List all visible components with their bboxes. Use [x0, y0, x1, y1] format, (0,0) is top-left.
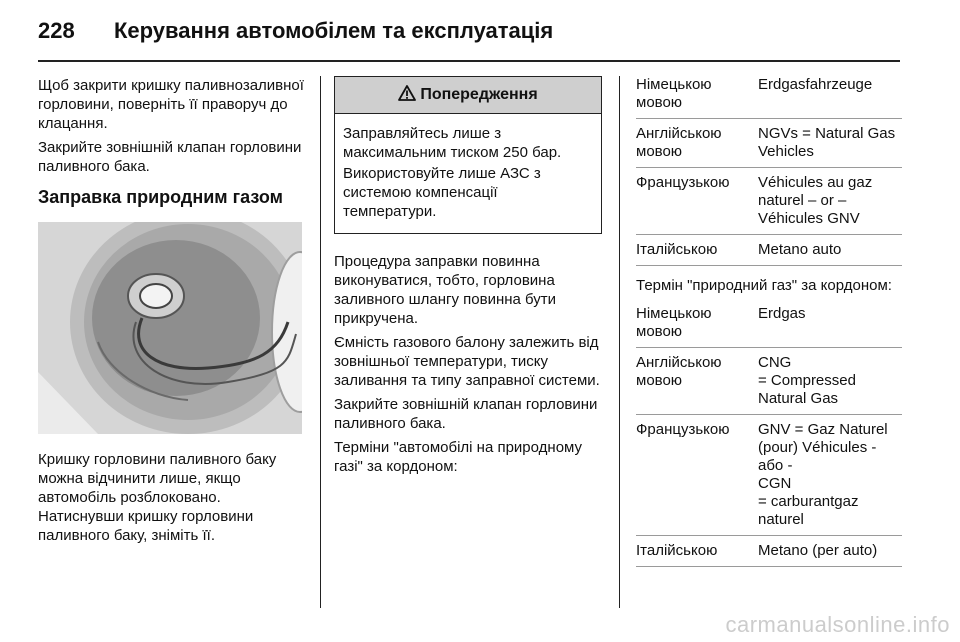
language-cell: Англійською мовою: [636, 354, 722, 389]
watermark: carmanualsonline.info: [725, 612, 950, 637]
term-cell: CNG = Compressed Natural Gas: [758, 354, 856, 407]
fuel-filler-photo: [38, 222, 302, 434]
gas-terms-table: [636, 305, 902, 567]
table-row: [636, 348, 902, 415]
term-cell: Véhicules au gaz naturel – or – Véhicules GNV: [758, 174, 873, 227]
term-cell: Erdgasfahrzeuge: [758, 76, 873, 93]
table-row: [636, 415, 902, 536]
open-cap-instruction: Кришку горловини паливного баку можна відчинити лише, якщо автомобіль розблоковано. Натиснувши кришку горловини паливного баку, зніміть її.: [38, 451, 277, 544]
language-cell: Німецькою мовою: [636, 305, 712, 340]
language-cell: Італійською: [636, 241, 718, 258]
table-row: [636, 536, 902, 567]
table-row: [636, 119, 902, 168]
close-flap-text: Закрийте зовнішній клапан горловини паливного бака.: [334, 396, 598, 432]
warning-box: [334, 76, 602, 234]
language-cell: Італійською: [636, 542, 718, 559]
warning-body: [335, 114, 601, 233]
warning-triangle-icon: [398, 85, 416, 106]
column-left: [38, 76, 306, 550]
warning-title: Попередження: [420, 86, 538, 103]
close-flap-instruction: Закрийте зовнішній клапан горловини паливного бака.: [38, 139, 302, 175]
term-cell: Metano auto: [758, 241, 842, 258]
warning-station-text: Використовуйте лише АЗС з системою компенсації температури.: [343, 165, 541, 220]
column-right: [636, 76, 902, 577]
vehicle-terms-table: [636, 76, 902, 266]
language-cell: Французькою: [636, 174, 730, 191]
term-cell: NGVs = Natural Gas Vehicles: [758, 125, 896, 160]
warning-pressure-text: Заправляйтесь лише з максимальним тиском 250 бар.: [343, 125, 562, 161]
table-row: [636, 305, 902, 348]
gas-terms-intro: Термін "природний газ" за кордоном:: [636, 277, 892, 294]
term-cell: Erdgas: [758, 305, 806, 322]
column-divider-1: [320, 76, 321, 608]
terms-abroad-intro: Терміни "автомобілі на природному газі" за кордоном:: [334, 439, 583, 475]
header-divider: [38, 60, 900, 62]
column-divider-2: [619, 76, 620, 608]
close-cap-instruction: Щоб закрити кришку паливнозаливної горловини, поверніть її праворуч до клацання.: [38, 77, 304, 132]
warning-header: [335, 77, 601, 114]
table-row: [636, 168, 902, 235]
language-cell: Французькою: [636, 421, 730, 438]
page-title: Керування автомобілем та експлуатація: [114, 18, 554, 43]
term-cell: GNV = Gaz Naturel (pour) Véhicules - або - CGN = carburantgaz naturel: [758, 421, 888, 528]
tank-capacity-text: Ємність газового балону залежить від зовнішньої температури, тиску заливання та типу заправної системи.: [334, 334, 600, 389]
refuel-procedure-text: Процедура заправки повинна виконуватися, тобто, горловина заливного шлангу повинна бути прикручена.: [334, 253, 557, 327]
page-number: 228: [38, 18, 75, 43]
table-row: [636, 76, 902, 119]
column-middle: [334, 76, 602, 481]
page-header: [38, 18, 900, 54]
term-cell: Metano (per auto): [758, 542, 878, 559]
section-title: Заправка природним газом: [38, 187, 283, 207]
language-cell: Німецькою мовою: [636, 76, 712, 111]
table-row: [636, 235, 902, 266]
language-cell: Англійською мовою: [636, 125, 722, 160]
